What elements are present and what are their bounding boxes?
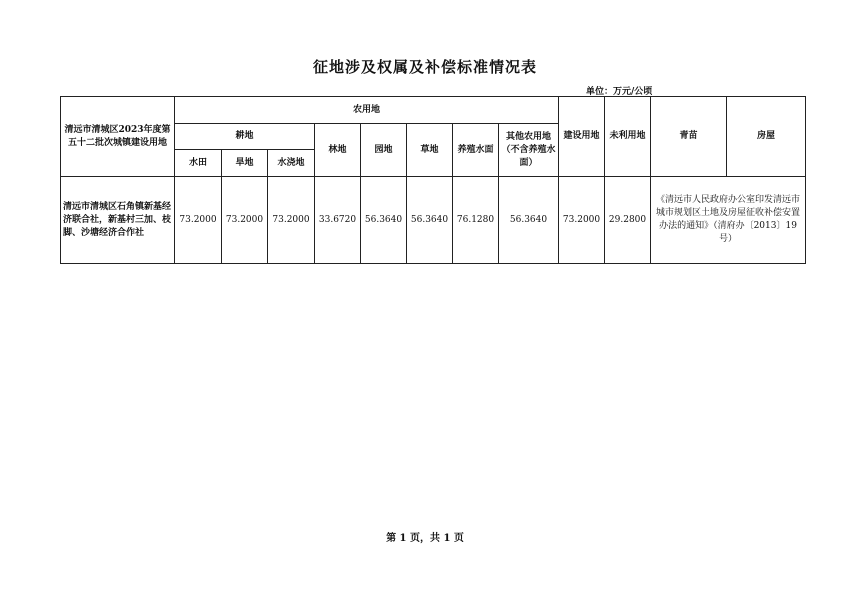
garden-value: 56.3640	[361, 177, 407, 264]
dry-value: 73.2000	[222, 177, 268, 264]
standard-document-cell: 《清远市人民政府办公室印发清远市城市规划区土地及房屋征收补偿安置办法的通知》（清府办〔2013〕19号）	[651, 177, 806, 264]
unused-value: 29.2800	[605, 177, 651, 264]
grass-land-header: 草地	[407, 124, 453, 177]
other-agri-header: 其他农用地（不含养殖水面）	[499, 124, 559, 177]
paddy-field-header: 水田	[175, 150, 222, 177]
housing-header: 房屋	[727, 97, 806, 177]
forest-land-header: 林地	[315, 124, 361, 177]
agri-land-header: 农用地	[175, 97, 559, 124]
irrigated-land-header: 水浇地	[268, 150, 315, 177]
page-footer: 第 1 页，共 1 页	[386, 533, 464, 544]
grass-value: 56.3640	[407, 177, 453, 264]
compensation-table	[60, 96, 806, 264]
aquaculture-header: 养殖水面	[453, 124, 499, 177]
construction-land-header: 建设用地	[559, 97, 605, 177]
unused-land-header: 未利用地	[605, 97, 651, 177]
seedling-header: 青苗	[651, 97, 727, 177]
other-agri-value: 56.3640	[499, 177, 559, 264]
page-title: 征地涉及权属及补偿标准情况表	[312, 58, 537, 76]
construction-value: 73.2000	[559, 177, 605, 264]
irrigated-value: 73.2000	[268, 177, 315, 264]
aquaculture-value: 76.1280	[453, 177, 499, 264]
table-row	[61, 177, 806, 264]
cultivated-land-header: 耕地	[175, 124, 315, 150]
garden-land-header: 园地	[361, 124, 407, 177]
paddy-value: 73.2000	[175, 177, 222, 264]
dry-land-header: 旱地	[222, 150, 268, 177]
unit-label: 单位：万元/公顷	[586, 87, 653, 97]
owner-cell: 清远市清城区石角镇新基经济联合社，新基村三加、枝脚、沙塘经济合作社	[61, 177, 175, 264]
forest-value: 33.6720	[315, 177, 361, 264]
project-header-cell: 清远市清城区2023年度第五十二批次城镇建设用地	[61, 97, 175, 177]
